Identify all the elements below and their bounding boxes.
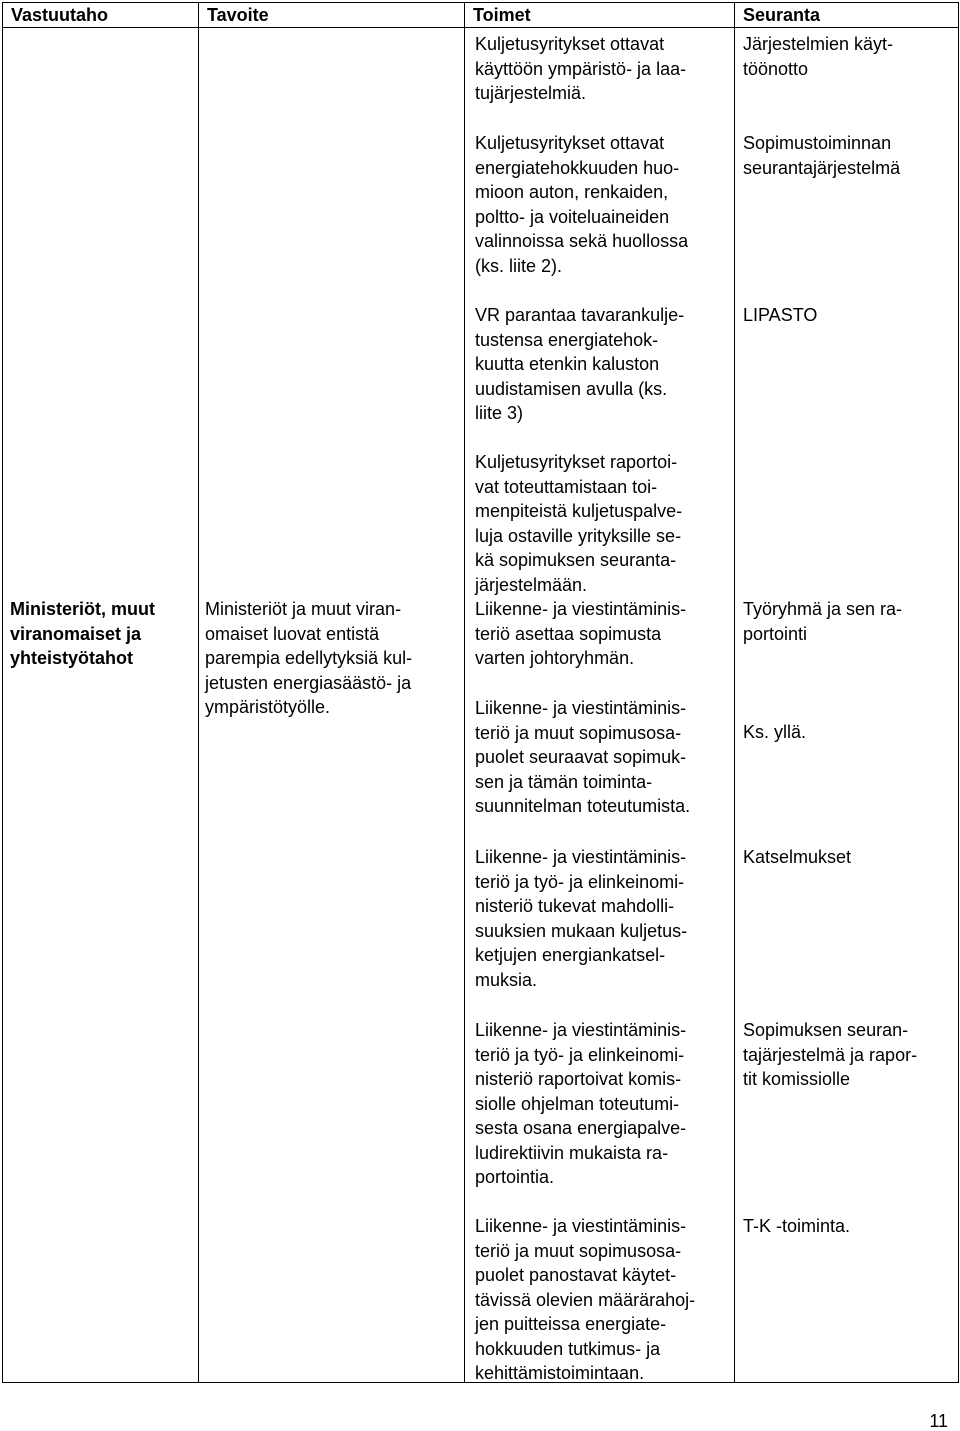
vastuutaho-text: Ministeriöt, muut viranomaiset ja yhteistyötahot xyxy=(10,599,155,668)
action-plan-table xyxy=(2,2,959,1383)
table-row xyxy=(3,28,959,1383)
toimet-item: Liikenne- ja viestintäminis- teriö ja työ- ja elinkeinomi- nisteriö raportoivat komis- siolle ohjelman toteutumi- sesta osana energiapalve- ludirektiivin mukaista ra- portointia. xyxy=(475,1020,687,1187)
header-seuranta: Seuranta xyxy=(735,3,959,28)
toimet-item: Liikenne- ja viestintäminis- teriö ja muut sopimusosa- puolet seuraavat sopimuk- sen ja tämän toiminta- suunnitelman toteutumista. xyxy=(475,698,691,816)
toimet-item: Liikenne- ja viestintäminis- teriö ja työ- ja elinkeinomi- nisteriö tukevat mahdolli- suuksien mukaan kuljetus- ketjujen energiankatsel- muksia. xyxy=(475,847,688,990)
toimet-item: Liikenne- ja viestintäminis- teriö asettaa sopimusta varten johtoryhmän. xyxy=(475,599,687,668)
toimet-item: VR parantaa tavarankulje- tustensa energiatehok- kuutta etenkin kaluston uudistamisen avulla (ks. liite 3) xyxy=(475,305,685,423)
tavoite-cell xyxy=(199,28,465,1383)
header-vastuutaho: Vastuutaho xyxy=(3,3,199,28)
toimet-cell xyxy=(465,28,735,1383)
toimet-item: Kuljetusyritykset ottavat käyttöön ympäristö- ja laa- tujärjestelmiä. xyxy=(475,34,687,103)
page-number: 11 xyxy=(929,1411,948,1431)
seuranta-item: Työryhmä ja sen ra- portointi xyxy=(743,599,903,644)
seuranta-item: Katselmukset xyxy=(743,847,852,867)
seuranta-item: LIPASTO xyxy=(743,305,818,325)
vastuutaho-cell xyxy=(3,28,199,1383)
seuranta-item: Sopimustoiminnan seurantajärjestelmä xyxy=(743,133,901,178)
seuranta-item: Sopimuksen seuran- tajärjestelmä ja rapor- tit komissiolle xyxy=(743,1020,918,1089)
tavoite-text: Ministeriöt ja muut viran- omaiset luovat entistä parempia edellytyksiä kul- jetusten energiasäästö- ja ympäristötyölle. xyxy=(205,599,413,717)
toimet-item: Kuljetusyritykset ottavat energiatehokkuuden huo- mioon auton, renkaiden, poltto- ja voiteluaineiden valinnoissa sekä huollossa (ks. liite 2). xyxy=(475,133,689,276)
seuranta-cell xyxy=(735,28,959,1383)
seuranta-item: T-K -toiminta. xyxy=(743,1216,851,1236)
toimet-item: Liikenne- ja viestintäminis- teriö ja muut sopimusosa- puolet panostavat käytet- tävissä olevien määrärahoj- jen puitteissa energiate- hokkuuden tutkimus- ja kehittämistoimintaan. xyxy=(475,1216,696,1383)
seuranta-item: Järjestelmien käyt- töönotto xyxy=(743,34,894,79)
seuranta-item: Ks. yllä. xyxy=(743,722,807,742)
header-tavoite: Tavoite xyxy=(199,3,465,28)
header-toimet: Toimet xyxy=(465,3,735,28)
toimet-item: Kuljetusyritykset raportoi- vat toteuttamistaan toi- menpiteistä kuljetuspalve- luja ostaville yrityksille se- kä sopimuksen seuranta- järjestelmään. xyxy=(475,452,683,595)
header-row xyxy=(3,3,959,28)
